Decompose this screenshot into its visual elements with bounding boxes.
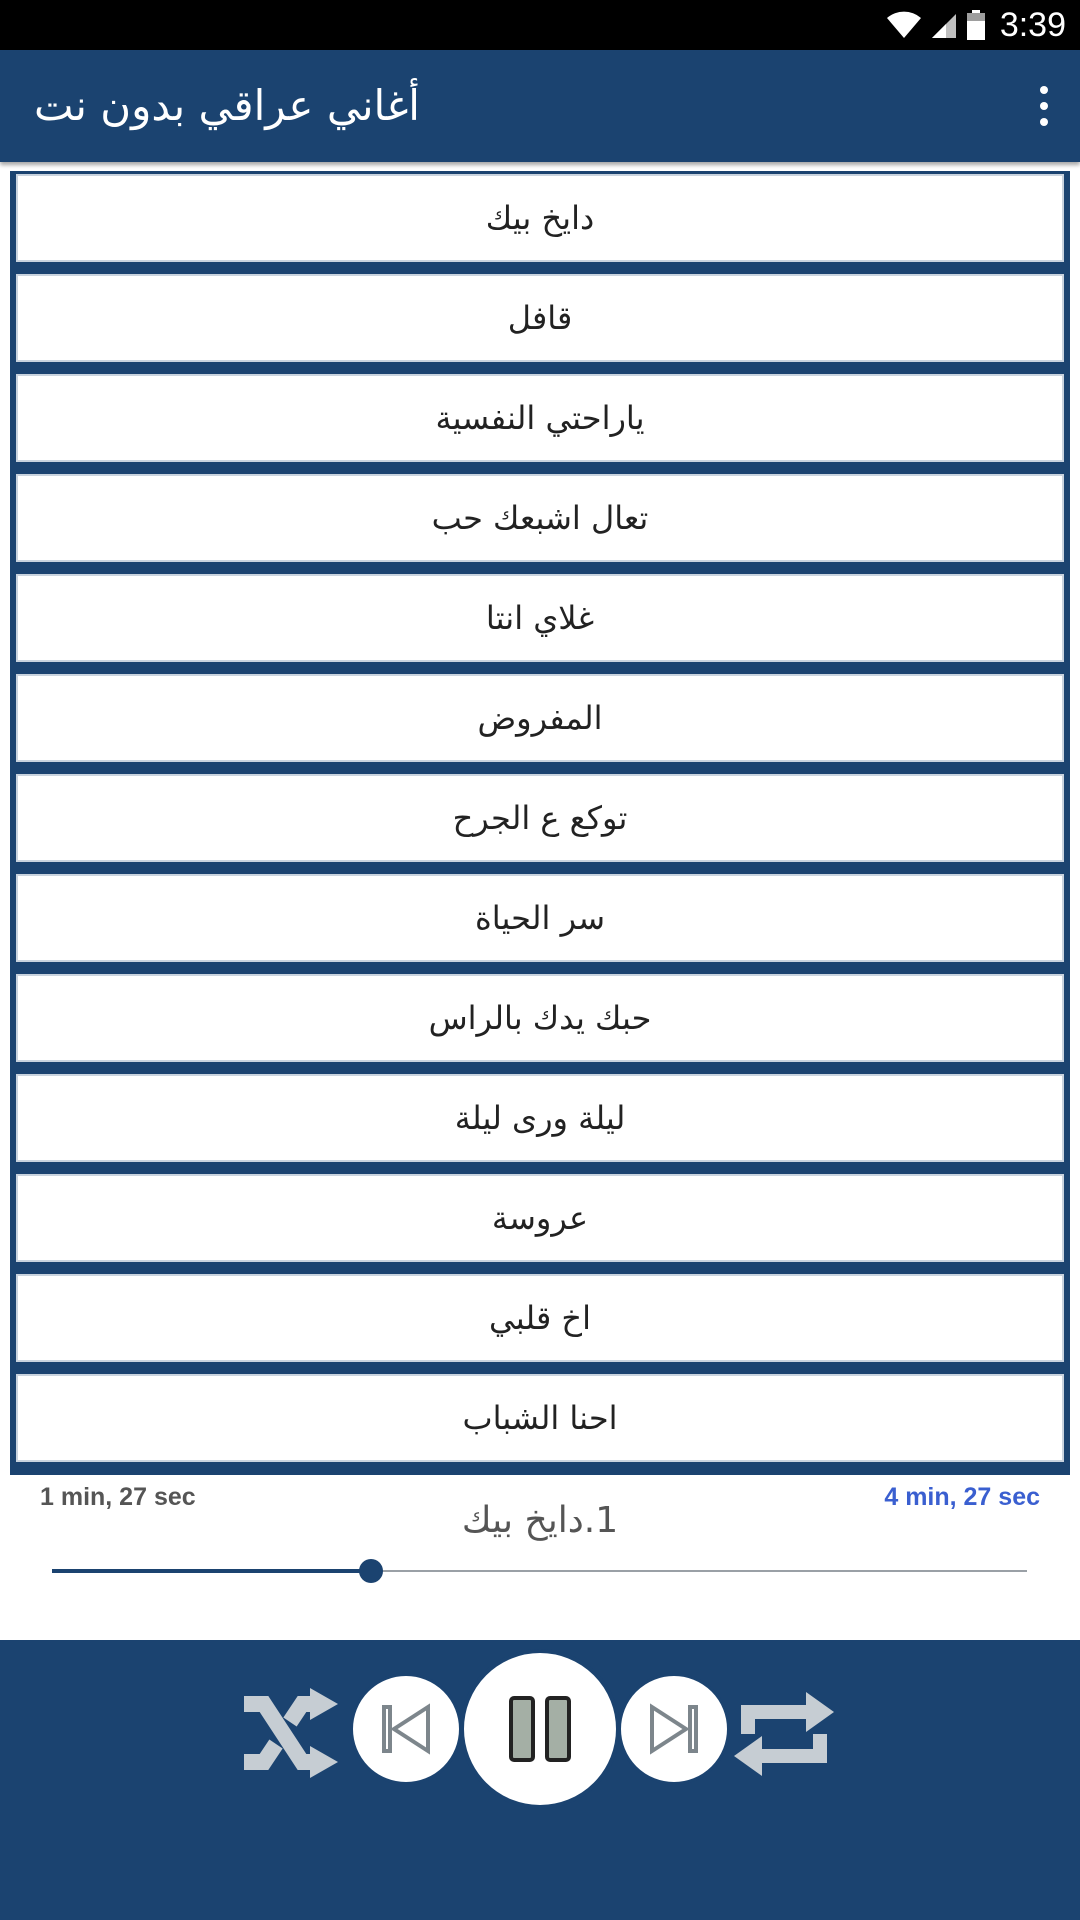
app-bar <box>0 50 1080 162</box>
wifi-icon <box>886 10 922 40</box>
menu-dot <box>1040 86 1048 94</box>
shuffle-icon <box>238 1688 338 1780</box>
battery-icon <box>966 9 986 41</box>
seek-fill <box>52 1569 371 1573</box>
skip-previous-icon <box>378 1701 434 1757</box>
status-bar <box>0 0 1080 50</box>
app-title: أغاني عراقي بدون نت <box>34 81 420 130</box>
song-item[interactable]: احنا الشباب <box>16 1374 1064 1462</box>
menu-dot <box>1040 102 1048 110</box>
song-item[interactable]: توكع ع الجرح <box>16 774 1064 862</box>
play-pause-button[interactable] <box>460 1649 620 1809</box>
song-list[interactable] <box>10 171 1070 1475</box>
now-playing-title: 1.دايخ بيك <box>461 1500 619 1541</box>
shuffle-button[interactable] <box>238 1688 338 1780</box>
seek-thumb[interactable] <box>359 1559 383 1583</box>
song-item[interactable]: عروسة <box>16 1174 1064 1262</box>
cell-signal-icon <box>930 10 958 40</box>
status-time: 3:39 <box>999 5 1066 44</box>
song-item[interactable]: ليلة ورى ليلة <box>16 1074 1064 1162</box>
skip-next-icon <box>646 1701 702 1757</box>
song-item[interactable]: تعال اشبعك حب <box>16 474 1064 562</box>
song-item[interactable]: حبك يدك بالراس <box>16 974 1064 1062</box>
song-item[interactable]: سر الحياة <box>16 874 1064 962</box>
overflow-menu-icon[interactable] <box>1032 86 1056 126</box>
song-item[interactable]: اخ قلبي <box>16 1274 1064 1362</box>
song-item[interactable]: دايخ بيك <box>16 174 1064 262</box>
song-item[interactable]: ياراحتي النفسية <box>16 374 1064 462</box>
song-item[interactable]: قافل <box>16 274 1064 362</box>
menu-dot <box>1040 118 1048 126</box>
playback-controls <box>0 1640 1080 1920</box>
song-item[interactable]: المفروض <box>16 674 1064 762</box>
status-icons <box>886 0 1066 50</box>
pause-icon <box>505 1694 575 1764</box>
seek-bar[interactable] <box>52 1564 1027 1578</box>
repeat-icon <box>732 1688 836 1780</box>
previous-button[interactable] <box>350 1673 462 1785</box>
repeat-button[interactable] <box>732 1688 836 1780</box>
total-time: 4 min, 27 sec <box>884 1483 1040 1511</box>
song-item[interactable]: غلاي انتا <box>16 574 1064 662</box>
next-button[interactable] <box>618 1673 730 1785</box>
elapsed-time: 1 min, 27 sec <box>40 1483 196 1511</box>
